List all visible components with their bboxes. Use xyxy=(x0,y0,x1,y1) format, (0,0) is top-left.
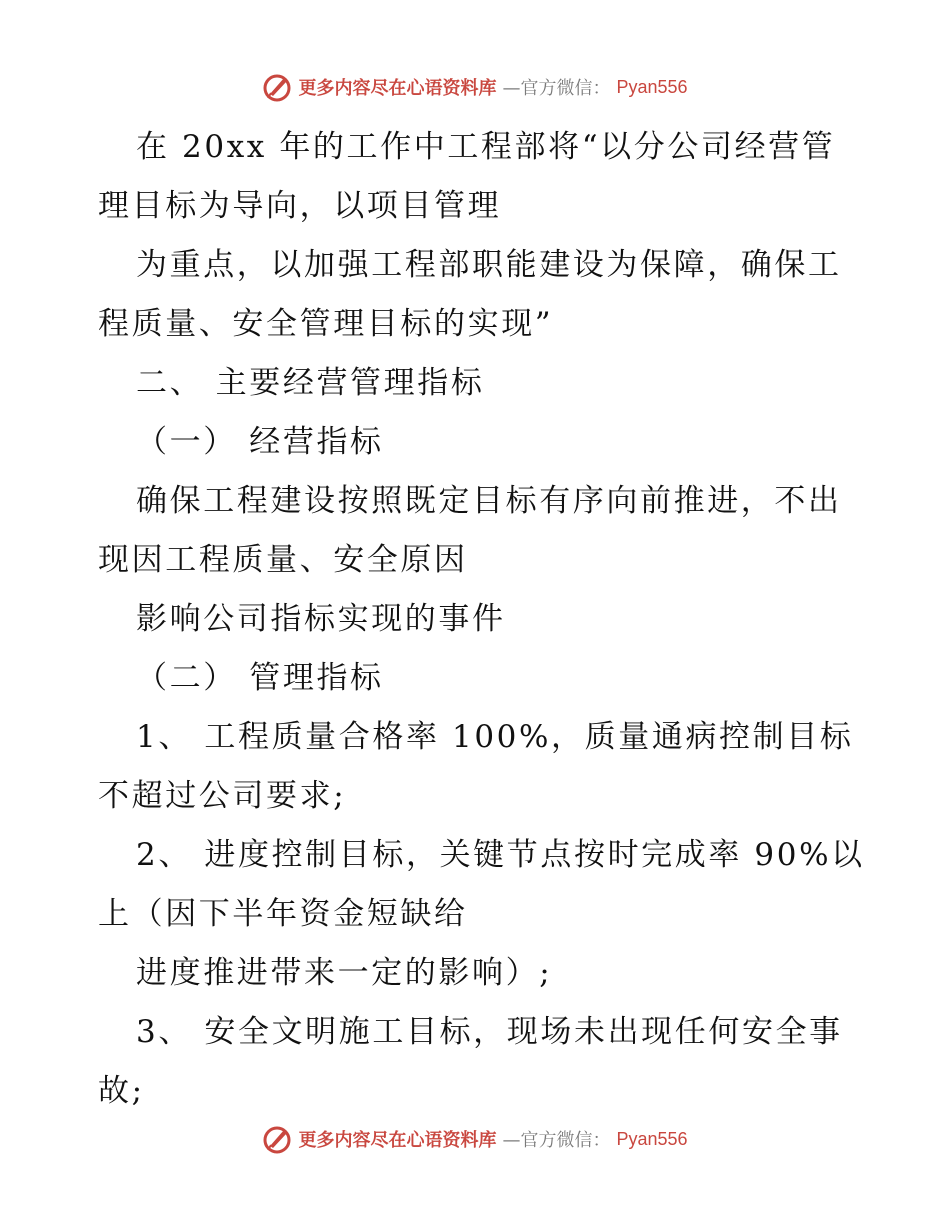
line-text: 在 20xx 年的工作中工程部将“以分公司经营管 xyxy=(136,129,836,165)
watermark-wechat-label: —官方微信： xyxy=(502,78,611,99)
list-item: 3、 安全文明施工目标，现场未出现任何安全事 xyxy=(136,1014,843,1050)
subsection-heading: （二） 管理指标 xyxy=(136,660,384,696)
list-item-continuation: 上（因下半年资金短缺给 xyxy=(98,896,468,932)
quill-logo-icon xyxy=(262,72,292,102)
paragraph-line: 理目标为导向，以项目管理 xyxy=(98,188,502,224)
paragraph-line xyxy=(98,118,858,177)
paragraph-line: 程质量、安全管理目标的实现” xyxy=(98,306,554,342)
footer-watermark xyxy=(0,1124,950,1154)
watermark-brand: 更多内容尽在心语资料库 xyxy=(298,1130,497,1151)
watermark-brand: 更多内容尽在心语资料库 xyxy=(298,78,497,99)
paragraph-line: 为重点，以加强工程部职能建设为保障，确保工 xyxy=(136,247,842,283)
watermark-wechat-id: Pyan556 xyxy=(616,76,688,97)
watermark-wechat-label: —官方微信： xyxy=(502,1130,611,1151)
document-body xyxy=(98,118,865,1121)
quill-logo-icon xyxy=(262,1124,292,1154)
list-item: 2、 进度控制目标，关键节点按时完成率 90%以 xyxy=(136,837,865,873)
header-watermark xyxy=(0,72,950,102)
paragraph-line: 确保工程建设按照既定目标有序向前推进，不出 xyxy=(136,483,842,519)
list-item-continuation: 不超过公司要求; xyxy=(98,778,347,814)
section-heading: 二、 主要经营管理指标 xyxy=(136,365,485,401)
watermark-wechat-id: Pyan556 xyxy=(616,1128,688,1149)
paragraph-line: 现因工程质量、安全原因 xyxy=(98,542,468,578)
list-item-continuation: 故; xyxy=(98,1073,145,1109)
paragraph-line: 影响公司指标实现的事件 xyxy=(136,601,506,637)
list-item-continuation: 进度推进带来一定的影响）; xyxy=(136,955,553,991)
subsection-heading: （一） 经营指标 xyxy=(136,424,384,460)
list-item: 1、 工程质量合格率 100%，质量通病控制目标 xyxy=(136,719,854,755)
